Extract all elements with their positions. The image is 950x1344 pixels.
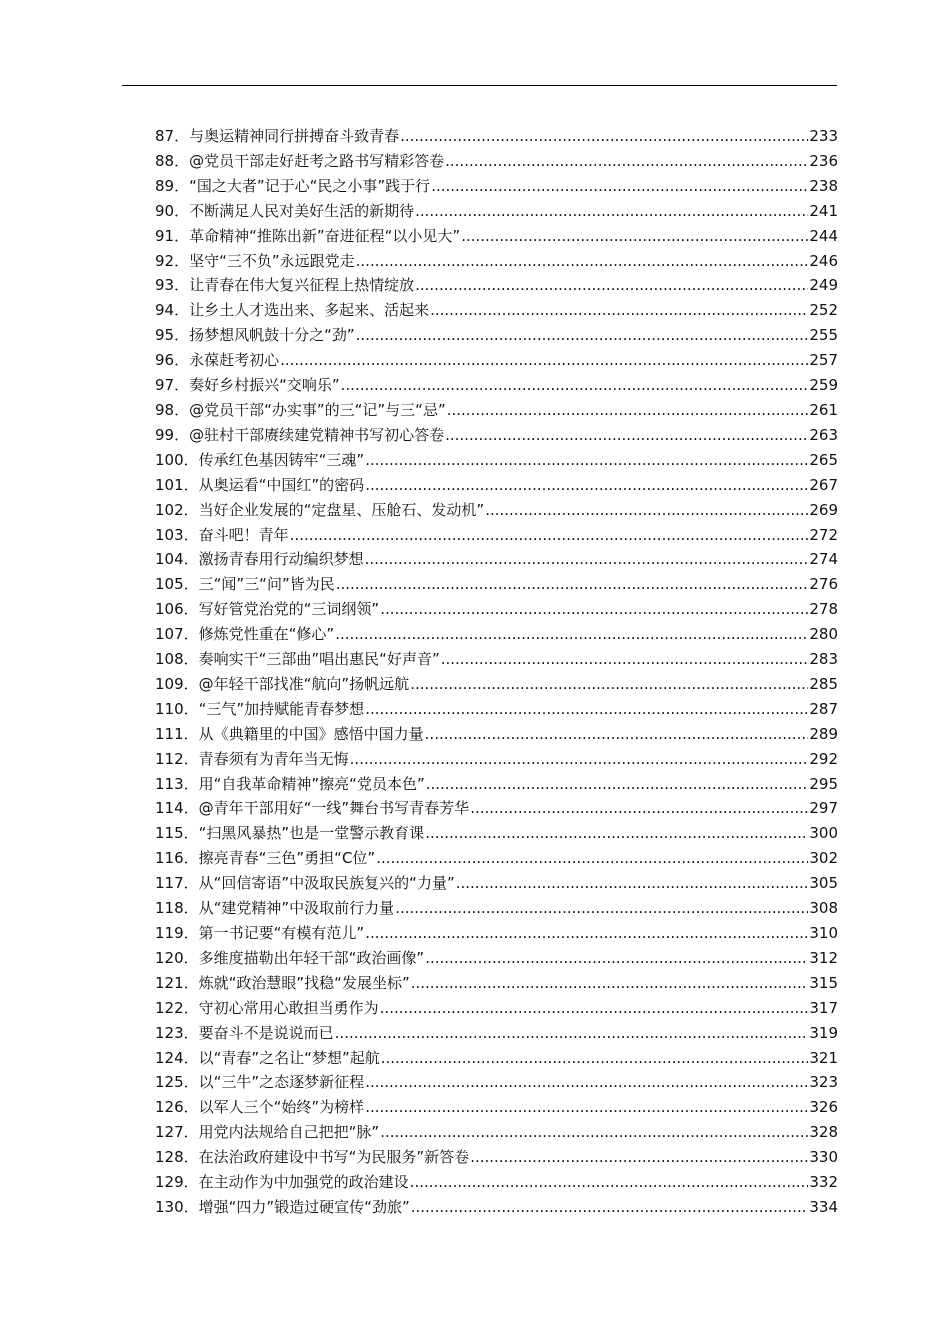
toc-entry[interactable] [155,996,838,1021]
toc-entry-page: 315 [809,973,838,992]
toc-entry[interactable] [155,473,838,498]
toc-entry-title: 以“三牛”之态逐梦新征程 [198,1073,365,1092]
toc-entry-page: 285 [809,674,838,693]
toc-entry-number: 87． [155,127,190,145]
toc-entry-page: 255 [809,326,838,345]
toc-entry-page: 287 [809,699,838,718]
toc-entry[interactable] [155,846,838,871]
toc-entry-title: 三“闻”三“问”皆为民 [198,575,335,594]
toc-entry[interactable] [155,672,838,697]
toc-dot-leader [356,249,809,274]
toc-entry-page: 330 [809,1148,838,1167]
toc-entry-number: 128． [155,1148,199,1167]
toc-entry[interactable] [155,348,838,373]
toc-entry-page: 302 [809,849,838,868]
toc-entry-page: 297 [809,799,838,818]
toc-dot-leader [410,1170,809,1195]
toc-entry-title: 多维度描勒出年轻干部“政治画像” [198,948,425,967]
toc-entry-page: 334 [809,1197,838,1216]
toc-entry-title: 让乡土人才选出来、多起来、活起来 [189,301,430,320]
toc-entry-page: 326 [809,1098,838,1117]
toc-entry-number: 117． [155,874,199,893]
toc-entry-number: 122． [155,998,199,1017]
toc-entry-title: 坚守“三不负”永远跟党走 [189,251,355,270]
toc-entry-number: 92． [155,251,190,270]
toc-dot-leader [365,448,808,473]
table-of-contents [155,124,838,1220]
toc-entry-page: 312 [809,948,838,967]
toc-entry-title: 与奥运精神同行拼搏奋斗致青春 [189,127,400,145]
toc-entry-page: 332 [809,1173,838,1192]
toc-entry-page: 259 [809,376,838,395]
toc-entry-number: 101． [155,475,199,494]
toc-entry[interactable] [155,1095,838,1120]
toc-dot-leader [335,622,808,647]
toc-entry[interactable] [155,572,838,597]
toc-dot-leader [431,174,808,199]
toc-entry-title: 青春须有为青年当无悔 [198,749,349,768]
toc-entry-title: @党员干部走好赶考之路书写精彩答卷 [189,151,445,170]
toc-dot-leader [485,498,808,523]
toc-dot-leader [415,199,808,224]
toc-dot-leader [380,1120,808,1145]
toc-entry-number: 105． [155,575,199,594]
toc-entry-page: 244 [809,226,838,245]
toc-entry-page: 292 [809,749,838,768]
toc-entry-page: 265 [809,450,838,469]
toc-entry-number: 127． [155,1123,199,1142]
toc-entry-page: 278 [809,600,838,619]
toc-dot-leader [365,1095,808,1120]
toc-entry[interactable] [155,722,838,747]
toc-entry[interactable] [155,921,838,946]
toc-entry-title: 增强“四力”锻造过硬宣传“劲旅” [198,1197,410,1216]
toc-dot-leader [410,672,808,697]
toc-entry-number: 114． [155,799,199,818]
toc-entry-page: 272 [809,525,838,544]
toc-entry-number: 111． [155,724,199,743]
toc-entry-page: 238 [809,176,838,195]
toc-entry-page: 280 [809,625,838,644]
toc-dot-leader [380,996,809,1021]
toc-entry-number: 91． [155,226,190,245]
toc-entry[interactable] [155,971,838,996]
toc-entry[interactable] [155,398,838,423]
toc-dot-leader [470,1145,808,1170]
toc-entry-number: 107． [155,625,199,644]
toc-entry-title: 奋斗吧！青年 [198,525,289,544]
toc-entry-title: 扬梦想风帆鼓十分之“劲” [189,326,355,345]
toc-entry-number: 94． [155,301,190,320]
toc-entry-title: 以“青春”之名让“梦想”起航 [198,1048,380,1067]
toc-entry-number: 115． [155,824,199,843]
toc-dot-leader [445,423,808,448]
toc-entry[interactable] [155,821,838,846]
toc-entry[interactable] [155,647,838,672]
toc-dot-leader [461,224,808,249]
toc-entry-number: 95． [155,326,190,345]
toc-entry[interactable] [155,373,838,398]
toc-dot-leader [400,124,808,149]
toc-entry-page: 233 [809,127,838,145]
toc-entry-title: @驻村干部赓续建党精神书写初心答卷 [189,425,445,444]
toc-entry-page: 283 [809,650,838,669]
toc-entry[interactable] [155,1145,838,1170]
toc-entry-page: 263 [809,425,838,444]
toc-entry-title: 传承红色基因铸牢“三魂” [198,450,365,469]
toc-entry-title: 从“回信寄语”中汲取民族复兴的“力量” [198,874,455,893]
toc-entry[interactable] [155,1046,838,1071]
toc-dot-leader [415,273,808,298]
toc-entry-page: 295 [809,774,838,793]
toc-dot-leader [290,523,809,548]
toc-entry-number: 129． [155,1173,199,1192]
toc-entry-title: 炼就“政治慧眼”找稳“发展坐标” [198,973,410,992]
toc-entry-page: 241 [809,201,838,220]
toc-entry-number: 108． [155,650,199,669]
toc-entry-title: 修炼党性重在“修心” [198,625,335,644]
toc-entry-page: 269 [809,500,838,519]
toc-dot-leader [425,722,809,747]
toc-entry-page: 300 [809,824,838,843]
toc-entry-number: 118． [155,899,199,918]
toc-entry-page: 274 [809,550,838,569]
toc-entry-title: 在主动作为中加强党的政治建设 [198,1173,409,1192]
toc-entry[interactable] [155,199,838,224]
toc-entry-title: @党员干部“办实事”的三“记”与三“忌” [189,400,446,419]
toc-entry[interactable] [155,946,838,971]
toc-dot-leader [447,398,809,423]
toc-entry[interactable] [155,448,838,473]
toc-entry-title: 激扬青春用行动编织梦想 [198,550,364,569]
toc-entry-page: 323 [809,1073,838,1092]
toc-entry-number: 112． [155,749,199,768]
toc-dot-leader [365,547,809,572]
toc-entry[interactable] [155,547,838,572]
toc-entry-title: 守初心常用心敢担当勇作为 [198,998,379,1017]
toc-entry[interactable] [155,224,838,249]
toc-entry-page: 289 [809,724,838,743]
toc-dot-leader [411,971,809,996]
toc-entry[interactable] [155,498,838,523]
toc-entry-page: 249 [809,276,838,295]
toc-entry[interactable] [155,249,838,274]
toc-entry[interactable] [155,896,838,921]
toc-entry[interactable] [155,622,838,647]
toc-entry[interactable] [155,174,838,199]
toc-dot-leader [336,572,809,597]
toc-entry-title: 从奥运看“中国红”的密码 [198,475,365,494]
toc-entry-page: 246 [809,251,838,270]
toc-entry-number: 88． [155,151,190,170]
toc-entry-page: 276 [809,575,838,594]
toc-entry-page: 310 [809,924,838,942]
toc-entry-page: 257 [809,351,838,370]
toc-dot-leader [425,821,808,846]
toc-dot-leader [381,1046,809,1071]
toc-dot-leader [430,298,808,323]
toc-entry-number: 120． [155,948,199,967]
toc-entry[interactable] [155,523,838,548]
toc-dot-leader [356,323,809,348]
toc-entry-page: 321 [809,1048,838,1067]
toc-entry-number: 126． [155,1098,199,1117]
toc-entry-title: 要奋斗不是说说而已 [198,1023,334,1042]
toc-dot-leader [456,871,809,896]
toc-dot-leader [425,946,808,971]
toc-entry-page: 252 [809,301,838,320]
toc-dot-leader [280,348,808,373]
toc-entry-number: 98． [155,400,190,419]
toc-entry-title: 第一书记要“有模有范儿” [198,924,365,942]
toc-entry[interactable] [155,747,838,772]
toc-entry-number: 90． [155,201,190,220]
toc-entry-title: “三气”加持赋能青春梦想 [198,699,365,718]
toc-dot-leader [376,846,808,871]
toc-entry[interactable] [155,1170,838,1195]
toc-entry-page: 317 [809,998,838,1017]
toc-entry-number: 123． [155,1023,199,1042]
toc-dot-leader [365,921,808,946]
toc-entry-number: 124． [155,1048,199,1067]
toc-entry-page: 305 [809,874,838,893]
toc-entry-title: @年轻干部找准“航向”扬帆远航 [198,674,410,693]
toc-entry-title: 用党内法规给自己把把“脉” [198,1123,380,1142]
toc-entry-title: 让青春在伟大复兴征程上热情绽放 [189,276,415,295]
toc-dot-leader [341,373,809,398]
toc-entry-number: 125． [155,1073,199,1092]
toc-entry-page: 261 [809,400,838,419]
header-rule [122,85,837,86]
toc-entry-number: 119． [155,924,199,942]
toc-entry[interactable] [155,298,838,323]
toc-entry-title: 以军人三个“始终”为榜样 [198,1098,365,1117]
toc-dot-leader [395,896,808,921]
toc-dot-leader [365,1070,808,1095]
toc-entry-title: “扫黑风暴热”也是一堂警示教育课 [198,824,425,843]
toc-entry[interactable] [155,697,838,722]
toc-dot-leader [365,473,808,498]
toc-entry-number: 116． [155,849,199,868]
toc-dot-leader [365,697,808,722]
toc-dot-leader [411,1195,809,1220]
toc-entry[interactable] [155,423,838,448]
toc-dot-leader [380,597,808,622]
toc-entry-number: 106． [155,600,199,619]
toc-dot-leader [470,796,808,821]
toc-entry-title: 擦亮青春“三色”勇担“C位” [198,849,376,868]
toc-entry-number: 121． [155,973,199,992]
toc-entry-title: 奏好乡村振兴“交响乐” [189,376,340,395]
toc-entry-number: 93． [155,276,190,295]
toc-entry[interactable] [155,149,838,174]
toc-entry-title: 用“自我革命精神”擦亮“党员本色” [198,774,425,793]
toc-entry-title: 奏响实干“三部曲”唱出惠民“好声音” [198,650,440,669]
toc-entry[interactable] [155,1070,838,1095]
toc-entry-number: 103． [155,525,199,544]
toc-entry-page: 328 [809,1123,838,1142]
toc-entry[interactable] [155,1021,838,1046]
toc-entry-title: 不断满足人民对美好生活的新期待 [189,201,415,220]
toc-entry-number: 97． [155,376,190,395]
toc-entry[interactable] [155,772,838,797]
toc-entry-number: 99． [155,425,190,444]
toc-dot-leader [445,149,808,174]
toc-entry-page: 267 [809,475,838,494]
toc-entry-title: 当好企业发展的“定盘星、压舱石、发动机” [198,500,485,519]
toc-entry[interactable] [155,124,838,149]
toc-dot-leader [441,647,809,672]
toc-dot-leader [426,772,809,797]
toc-entry-number: 113． [155,774,199,793]
toc-entry-page: 319 [809,1023,838,1042]
toc-entry-title: @青年干部用好“一线”舞台书写青春芳华 [198,799,470,818]
toc-dot-leader [350,747,809,772]
toc-entry-number: 104． [155,550,199,569]
toc-entry-number: 96． [155,351,190,370]
toc-entry-title: 从“建党精神”中汲取前行力量 [198,899,395,918]
toc-entry-title: 从《典籍里的中国》感悟中国力量 [198,724,424,743]
toc-entry-title: “国之大者”记于心“民之小事”践于行 [189,176,431,195]
toc-entry[interactable] [155,796,838,821]
toc-entry[interactable] [155,1195,838,1220]
toc-entry-number: 130． [155,1197,199,1216]
toc-entry-number: 100． [155,450,199,469]
toc-entry-page: 236 [809,151,838,170]
toc-entry-page: 308 [809,899,838,918]
toc-entry-number: 102． [155,500,199,519]
toc-entry[interactable] [155,273,838,298]
toc-entry-number: 109． [155,674,199,693]
toc-dot-leader [335,1021,809,1046]
toc-entry-title: 永葆赶考初心 [189,351,280,370]
toc-entry[interactable] [155,871,838,896]
toc-entry-number: 89． [155,176,190,195]
toc-entry-title: 写好管党治党的“三词纲领” [198,600,380,619]
toc-entry[interactable] [155,597,838,622]
toc-entry-title: 革命精神“推陈出新”奋进征程“以小见大” [189,226,461,245]
toc-entry-title: 在法治政府建设中书写“为民服务”新答卷 [198,1148,470,1167]
toc-entry[interactable] [155,1120,838,1145]
toc-entry-number: 110． [155,699,199,718]
toc-entry[interactable] [155,323,838,348]
